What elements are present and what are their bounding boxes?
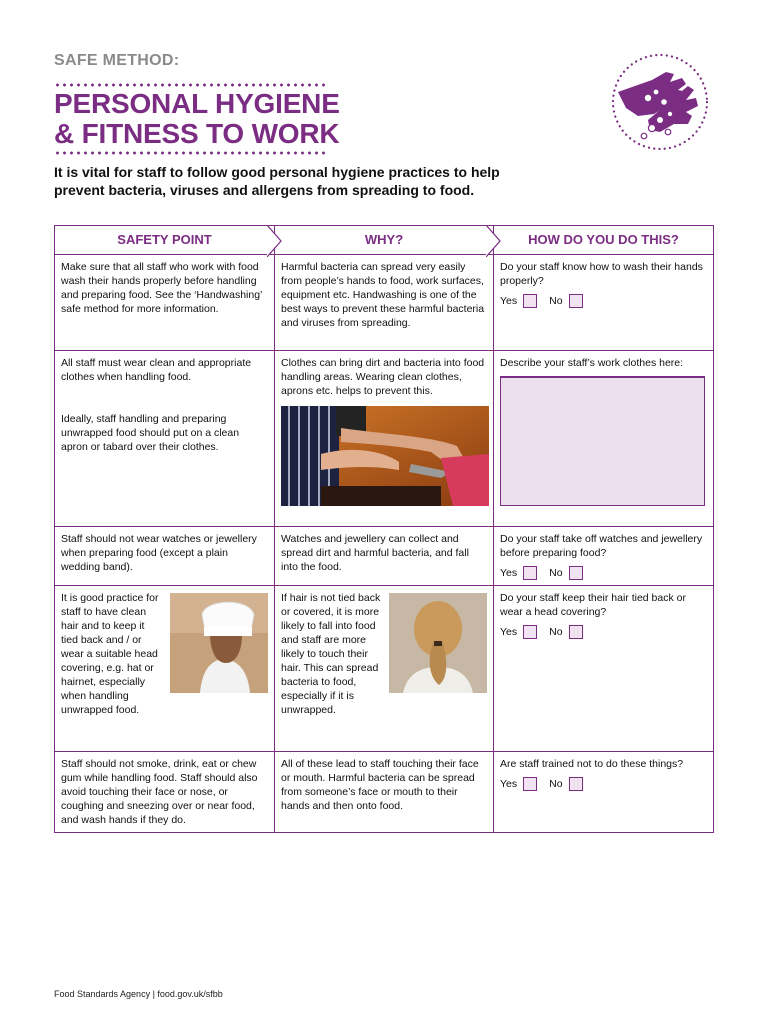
no-label: No	[549, 295, 563, 307]
yes-no-group	[500, 294, 707, 308]
safety-point-text: It is good practice for staff to have clean hair and to keep it tied back and / or wear a suitable head covering, e.g. hat or hairnet, especially when handling unwrapped food.	[61, 592, 159, 716]
why-cell	[275, 255, 494, 351]
no-checkbox[interactable]	[569, 566, 583, 580]
how-question: Are staff trained not to do these things?	[500, 758, 684, 770]
yes-checkbox[interactable]	[523, 566, 537, 580]
chef-hat-photo	[170, 593, 268, 693]
kicker-label: SAFE METHOD:	[54, 52, 180, 69]
table-header-row	[55, 226, 714, 255]
how-question: Do your staff take off watches and jewellery before preparing food?	[500, 533, 703, 559]
intro-paragraph: It is vital for staff to follow good personal hygiene practices to help prevent bacteria, viruses and allergens from spreading to food.	[54, 164, 500, 198]
why-text: Harmful bacteria can spread very easily from people’s hands to food, work surfaces, equipment etc. Handwashing is one of the best ways to prevent these harmful bacteria and viruses from spreading.	[281, 261, 485, 329]
yes-checkbox[interactable]	[523, 294, 537, 308]
column-header-safety-label: SAFETY POINT	[117, 232, 212, 247]
column-header-how-label: HOW DO YOU DO THIS?	[528, 232, 679, 247]
yes-label: Yes	[500, 626, 518, 638]
yes-no-group	[500, 625, 707, 639]
how-cell	[494, 351, 714, 527]
no-label: No	[549, 626, 563, 638]
page-title	[54, 89, 374, 149]
tied-hair-photo	[389, 593, 487, 693]
why-text: Watches and jewellery can collect and spread dirt and harmful bacteria, and fall into the food.	[281, 533, 469, 573]
yes-no-group	[500, 777, 707, 791]
why-cell	[275, 527, 494, 586]
page-title-line-1: PERSONAL HYGIENE	[54, 88, 340, 119]
handwashing-badge-icon	[608, 52, 712, 152]
how-question: Describe your staff’s work clothes here:	[500, 357, 684, 369]
column-header-how	[494, 226, 714, 255]
safety-point-text: Make sure that all staff who work with food wash their hands properly before handling and preparing food. See the ‘Handwashing’ safe method for more information.	[61, 261, 263, 315]
yes-checkbox[interactable]	[523, 777, 537, 791]
safety-point-cell	[55, 586, 275, 752]
why-cell	[275, 586, 494, 752]
safety-point-cell	[55, 255, 275, 351]
column-header-safety	[55, 226, 275, 255]
how-cell	[494, 255, 714, 351]
table-row	[55, 527, 714, 586]
no-label: No	[549, 567, 563, 579]
safety-point-text-extra: Ideally, staff handling and preparing unwrapped food should put on a clean apron or tabard over their clothes.	[61, 413, 240, 453]
safety-point-cell	[55, 351, 275, 527]
yes-label: Yes	[500, 778, 518, 790]
no-checkbox[interactable]	[569, 777, 583, 791]
no-label: No	[549, 778, 563, 790]
how-cell	[494, 527, 714, 586]
safety-table	[54, 225, 714, 833]
yes-label: Yes	[500, 295, 518, 307]
column-header-why-label: WHY?	[364, 232, 404, 247]
safety-point-cell	[55, 527, 275, 586]
footer-credit: Food Standards Agency | food.gov.uk/sfbb	[54, 989, 223, 999]
how-cell	[494, 752, 714, 833]
yes-no-group	[500, 566, 707, 580]
chevron-right-icon	[486, 225, 502, 257]
how-question: Do your staff keep their hair tied back or wear a head covering?	[500, 592, 686, 618]
title-top-dots	[54, 83, 328, 87]
safety-point-text: Staff should not wear watches or jewellery when preparing food (except a plain wedding band).	[61, 533, 257, 573]
page-title-line-2: & FITNESS TO WORK	[54, 118, 340, 149]
chevron-right-icon	[267, 225, 283, 257]
why-text: Clothes can bring dirt and bacteria into food handling areas. Wearing clean clothes, aprons etc. helps to prevent this.	[281, 357, 485, 397]
table-row	[55, 752, 714, 833]
column-header-why	[275, 226, 494, 255]
why-text: All of these lead to staff touching their face or mouth. Harmful bacteria can be spread from someone’s face or mouth to their hands and then onto food.	[281, 758, 479, 812]
table-row	[55, 351, 714, 527]
why-cell	[275, 351, 494, 527]
no-checkbox[interactable]	[569, 625, 583, 639]
work-clothes-notes-field[interactable]	[500, 376, 705, 506]
table-row	[55, 255, 714, 351]
safety-point-cell	[55, 752, 275, 833]
safety-point-text: Staff should not smoke, drink, eat or chew gum while handling food. Staff should also avoid touching their face or nose, or coughing and sneezing over or near food, and wash hands if they do.	[61, 758, 258, 826]
yes-label: Yes	[500, 567, 518, 579]
apron-chef-photo	[281, 406, 489, 506]
safety-point-text: All staff must wear clean and appropriate clothes when handling food.	[61, 357, 252, 383]
how-question: Do your staff know how to wash their hands properly?	[500, 261, 703, 287]
how-cell	[494, 586, 714, 752]
yes-checkbox[interactable]	[523, 625, 537, 639]
why-text: If hair is not tied back or covered, it is more likely to fall into food and staff are more likely to touch their hair. This can spread bacteria to food, especially if it is unwrapped.	[281, 592, 381, 716]
why-cell	[275, 752, 494, 833]
no-checkbox[interactable]	[569, 294, 583, 308]
table-row	[55, 586, 714, 752]
title-bottom-dots	[54, 151, 328, 155]
